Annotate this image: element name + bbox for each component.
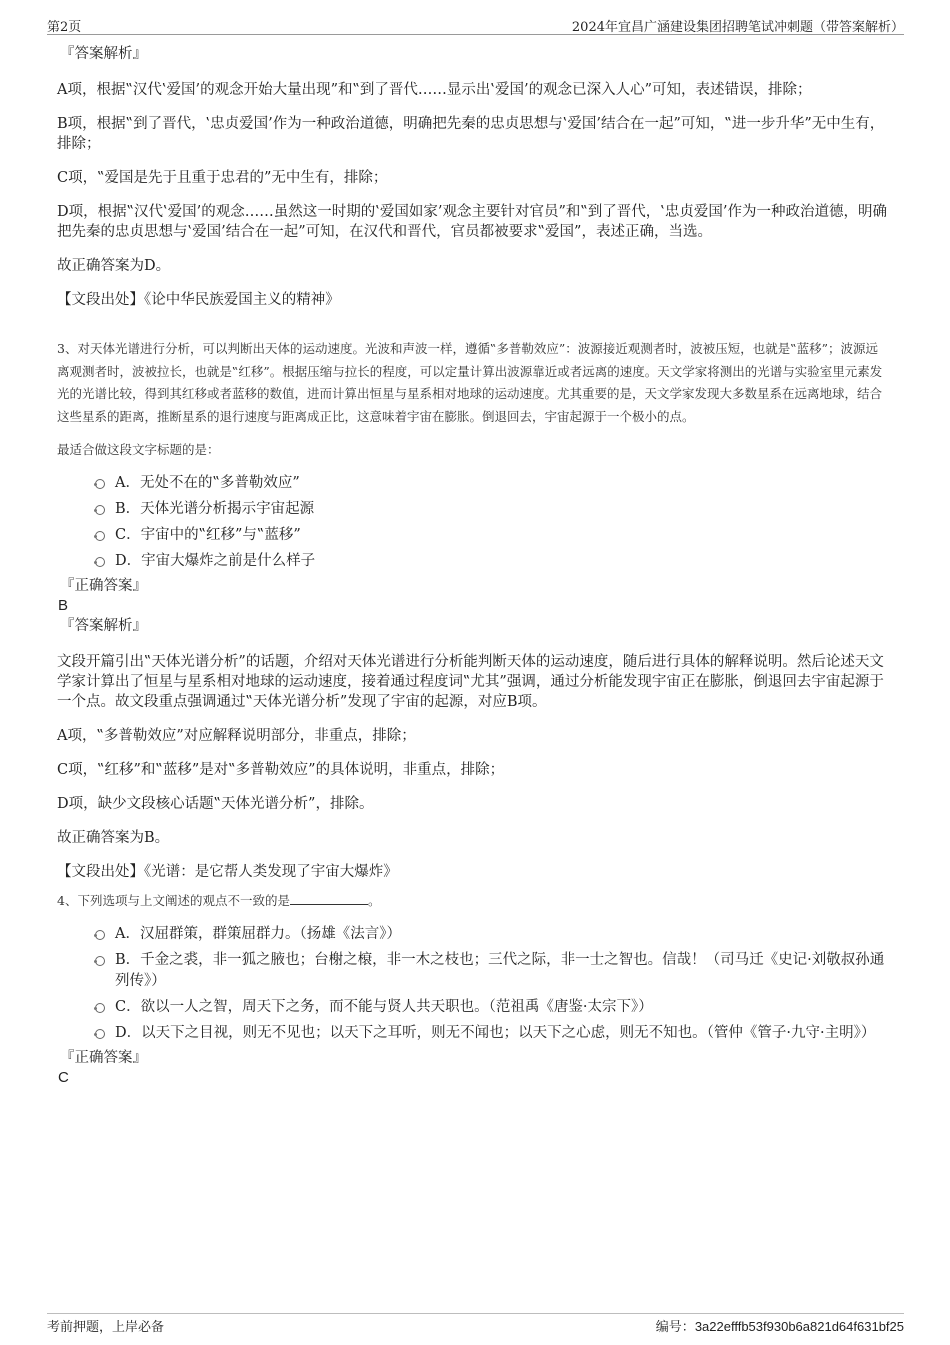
- analysis-paragraph: A项，‟多普勒效应”对应解释说明部分，非重点，排除；: [57, 728, 416, 744]
- analysis-paragraph: D项，根据‟汉代‛爱国’的观念……虽然这一时期的‛爱国如家’观念主要针对官员”和‟到了晋代，‛忠贞爱国’作为一种政治道德，明确把先秦的忠贞思想与‛爱国’结合在一起”可知，在汉代和晋代，官员都被要求‟爱国”，表述正确，当选。: [57, 204, 888, 240]
- question-stem: 3、对天体光谱进行分析，可以判断出天体的运动速度。光波和声波一样，遵循‟多普勒效应”：波源接近观测者时，波被压短，也就是‟蓝移”；波源远离观测者时，波被拉长，也就是‟红移”。根据压缩与拉长的程度，可以定量计算出波源靠近或者远离的速度。天文学家将测出的光谱与实验室里元素发光的光谱比较，得到其红移或者蓝移的数值，进而计算出恒星与星系相对地球的运动速度。尤其重要的是，天文学家发现大多数星系在远离地球，结合这些星系的距离，推断星系的退行速度与距离成正比，这意味着宇宙在膨胀。倒退回去，宇宙起源于一个极小的点。: [57, 341, 883, 424]
- radio-icon[interactable]: [95, 479, 105, 489]
- document-code: 编号：3a22efffb53f930b6a821d64f631bf25: [655, 1319, 904, 1335]
- radio-icon[interactable]: [95, 531, 105, 541]
- question-4: [57, 890, 887, 1088]
- radio-icon[interactable]: [95, 1029, 105, 1039]
- correct-answer: C: [58, 1068, 69, 1086]
- footer-slogan: 考前押题，上岸必备: [47, 1320, 165, 1335]
- option-label: B．千金之裘，非一狐之腋也；台榭之榱，非一木之枝也；三代之际，非一士之智也。信哉！（司马迁《史记·刘敬叔孙通列传》）: [115, 951, 885, 989]
- option-label: D．以天下之目视，则无不见也；以天下之耳听，则无不闻也；以天下之心虑，则无不知也。（管仲《管子·九守·主明》）: [115, 1024, 876, 1041]
- question-3: [57, 338, 887, 882]
- analysis-paragraph: C项，‟红移”和‟蓝移”是对‟多普勒效应”的具体说明，非重点，排除；: [57, 762, 505, 778]
- option-label: C．宇宙中的‟红移”与‟蓝移”: [115, 527, 301, 543]
- analysis-paragraph: 文段开篇引出‟天体光谱分析”的话题，介绍对天体光谱进行分析能判断天体的运动速度，随后进行具体的解释说明。然后论述天文学家计算出了恒星与星系相对地球的运动速度，接着通过程度词‟尤其”强调，通过分析能发现宇宙正在膨胀，倒退回去宇宙起源于一个点。故文段重点强调通过‟天体光谱分析”发现了宇宙的起源，对应B项。: [57, 654, 884, 710]
- option-list: [57, 924, 887, 1044]
- option-b[interactable]: [95, 950, 887, 992]
- page-content: [57, 44, 887, 1088]
- option-d[interactable]: [95, 1023, 887, 1044]
- option-a[interactable]: [95, 924, 887, 945]
- answer-tag: 『正确答案』: [60, 578, 147, 594]
- option-list: [57, 473, 887, 572]
- radio-icon[interactable]: [95, 1003, 105, 1013]
- option-c[interactable]: [95, 997, 887, 1018]
- analysis-paragraph: D项，缺少文段核心话题‟天体光谱分析”，排除。: [57, 796, 374, 812]
- analysis-conclusion: 故正确答案为D。: [57, 258, 171, 274]
- passage-source: 【文段出处】《论中华民族爱国主义的精神》: [57, 292, 340, 308]
- option-label: C．欲以一人之智，周天下之务，而不能与贤人共天职也。（范祖禹《唐鉴·太宗下》）: [115, 998, 653, 1015]
- option-label: B．天体光谱分析揭示宇宙起源: [115, 501, 315, 517]
- analysis-tag: 『答案解析』: [60, 46, 147, 62]
- option-d[interactable]: [95, 551, 887, 572]
- passage-source: 【文段出处】《光谱：是它帮人类发现了宇宙大爆炸》: [57, 864, 398, 880]
- radio-icon[interactable]: [95, 930, 105, 940]
- page-number: 第2页: [47, 20, 82, 35]
- correct-answer: B: [58, 597, 69, 614]
- analysis-tag: 『答案解析』: [60, 618, 147, 634]
- q2-analysis-section: [57, 44, 887, 310]
- answer-blank: [290, 890, 368, 905]
- analysis-conclusion: 故正确答案为B。: [57, 830, 170, 846]
- analysis-paragraph: B项，根据‟到了晋代，‛忠贞爱国’作为一种政治道德，明确把先秦的忠贞思想与‛爱国’结合在一起”可知，‟进一步升华”无中生有，排除；: [57, 116, 885, 152]
- option-label: D．宇宙大爆炸之前是什么样子: [115, 553, 316, 569]
- page-header: [47, 14, 904, 35]
- option-label: A．汉屈群策，群策屈群力。（扬雄《法言》）: [115, 925, 401, 942]
- option-a[interactable]: [95, 473, 887, 494]
- question-prompt: 最适合做这段文字标题的是：: [57, 442, 220, 457]
- radio-icon[interactable]: [95, 557, 105, 567]
- option-c[interactable]: [95, 525, 887, 546]
- document-title: 2024年宜昌广涵建设集团招聘笔试冲刺题（带答案解析）: [571, 20, 904, 35]
- option-b[interactable]: [95, 499, 887, 520]
- analysis-paragraph: C项，‟爱国是先于且重于忠君的”无中生有，排除；: [57, 170, 388, 186]
- page-footer: [47, 1313, 904, 1336]
- radio-icon[interactable]: [95, 956, 105, 966]
- question-stem: 4、下列选项与上文阐述的观点不一致的是 。: [57, 890, 887, 913]
- analysis-paragraph: A项，根据‟汉代‛爱国’的观念开始大量出现”和‟到了晋代……显示出‛爱国’的观念已深入人心”可知，表述错误，排除；: [57, 82, 812, 98]
- radio-icon[interactable]: [95, 505, 105, 515]
- option-label: A．无处不在的‟多普勒效应”: [115, 475, 300, 491]
- answer-tag: 『正确答案』: [60, 1049, 147, 1066]
